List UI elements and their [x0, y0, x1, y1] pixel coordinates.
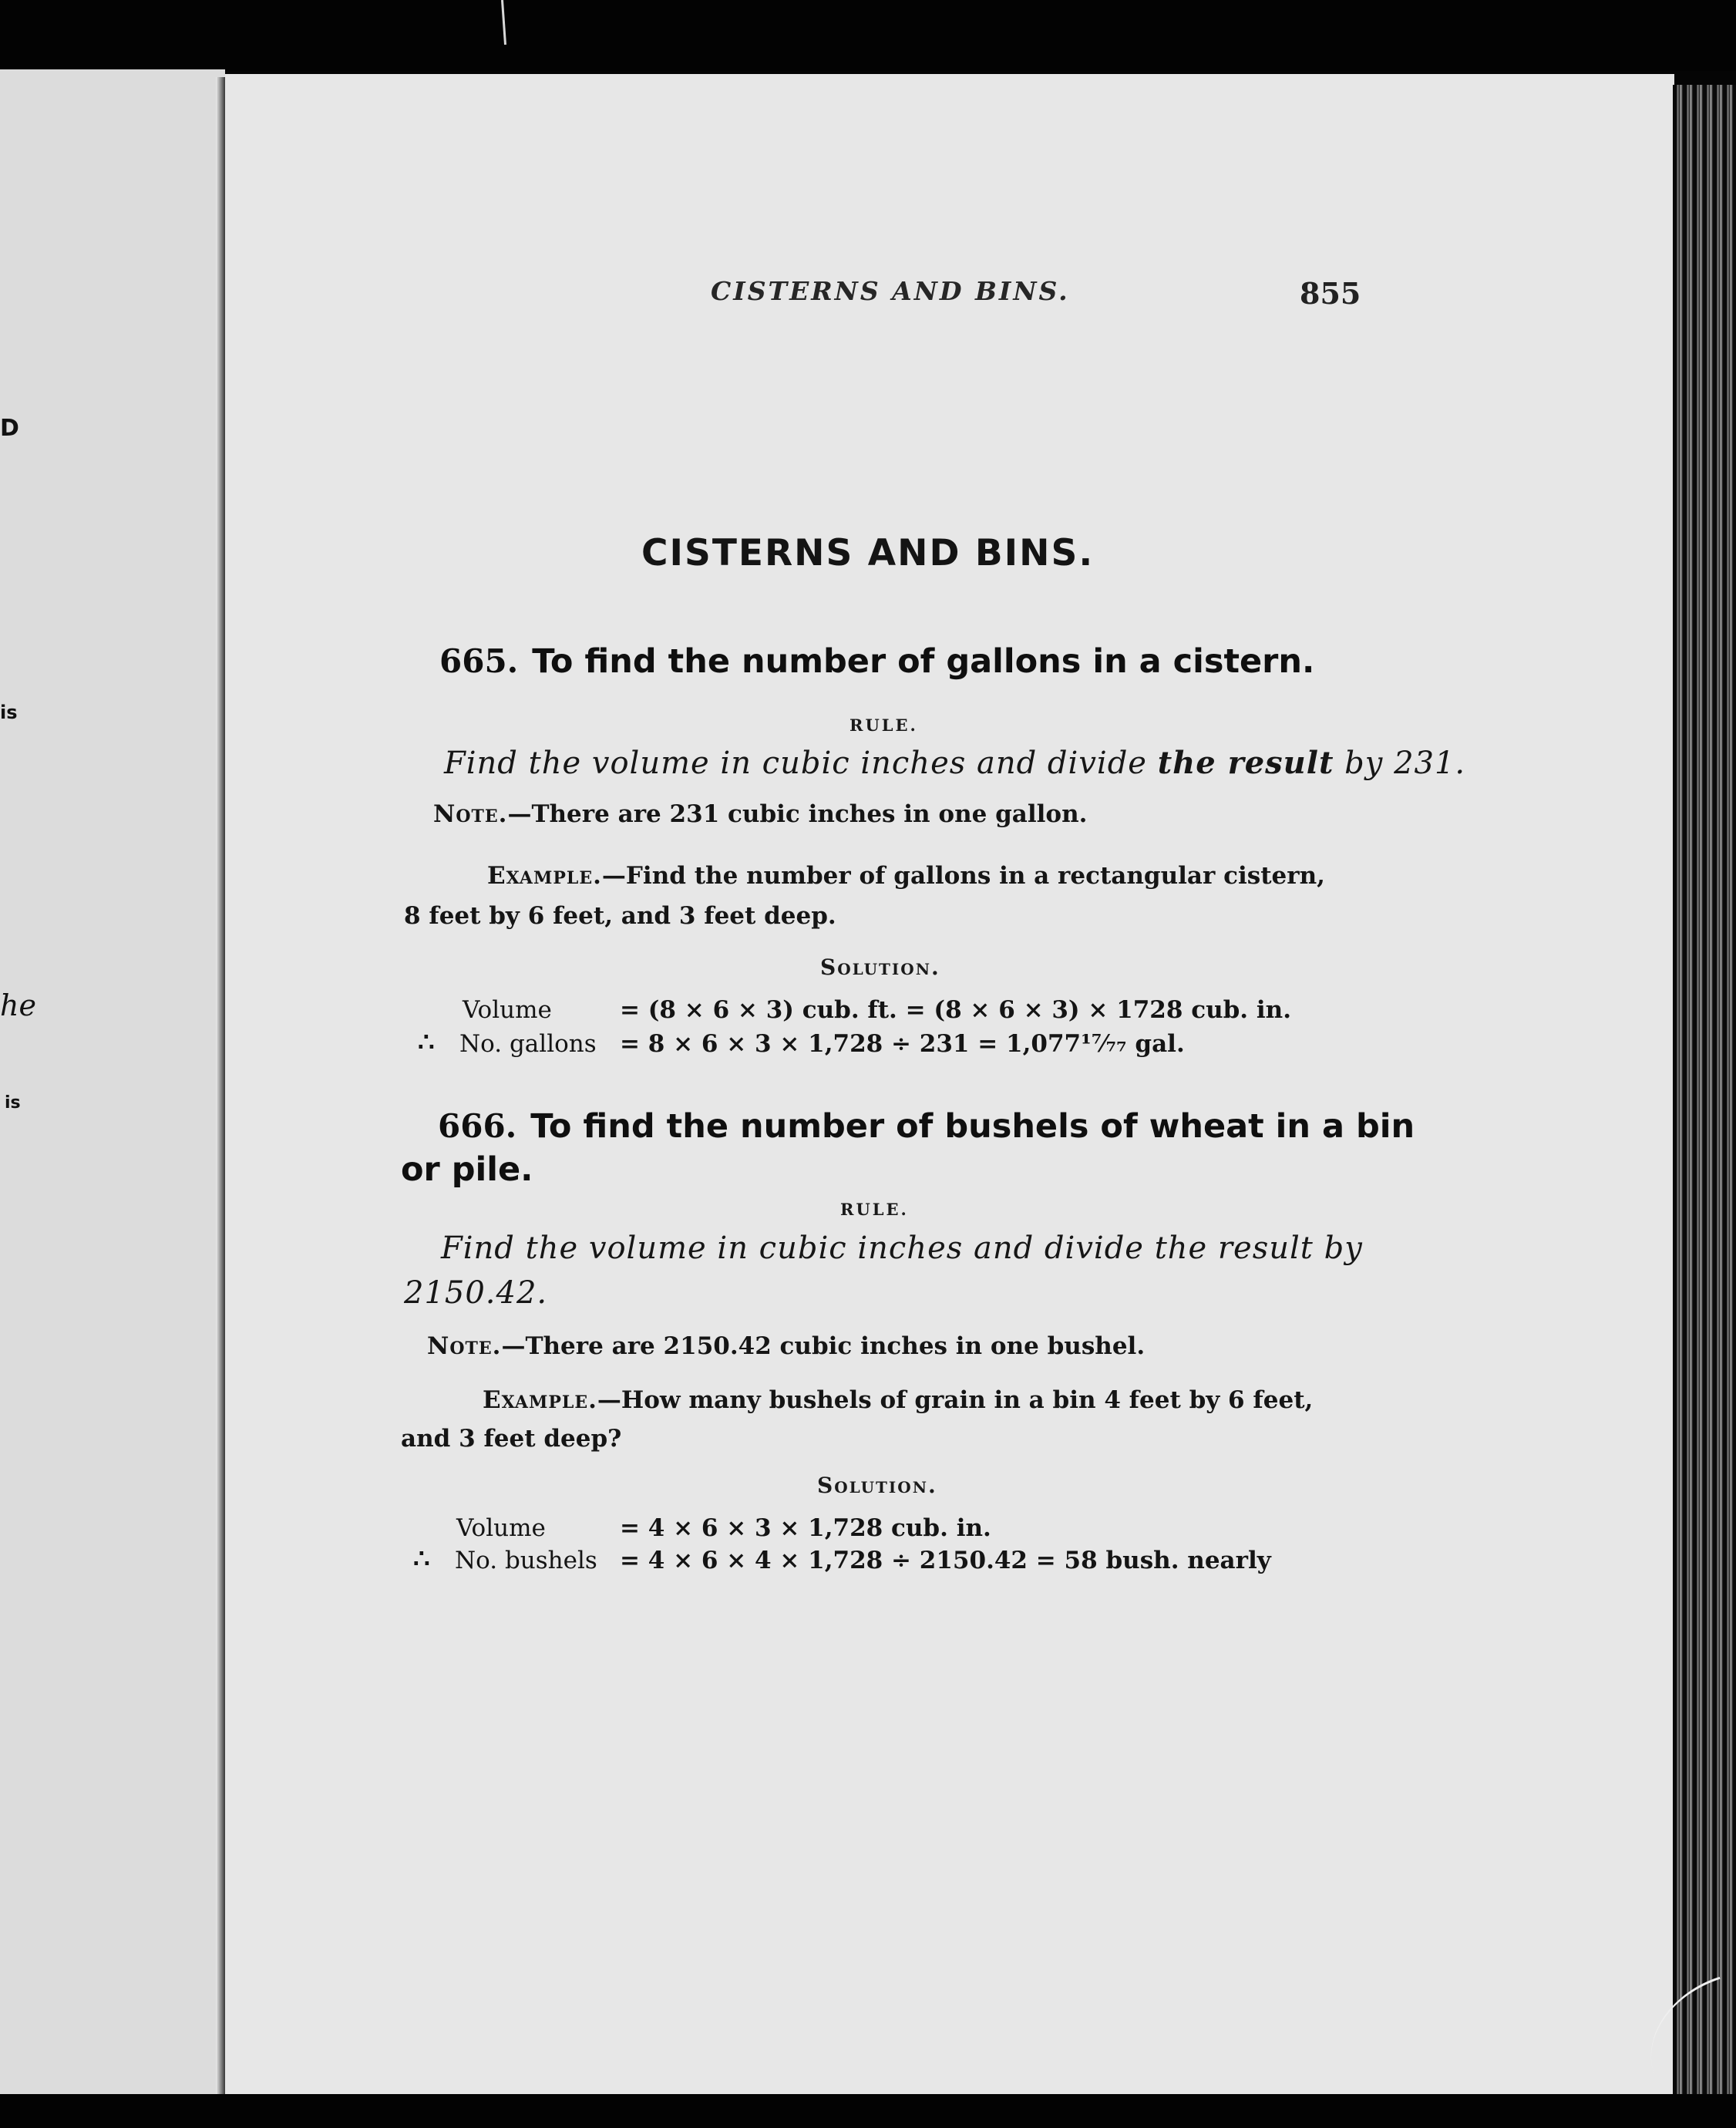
section-666-heading — [438, 1107, 1415, 1146]
facing-page — [0, 69, 225, 2105]
rule-text-continued: 2150.42. — [404, 1275, 548, 1311]
example-continued: and 3 feet deep? — [401, 1425, 622, 1453]
solution-line — [459, 1030, 1185, 1058]
rule-text-part: by 231. — [1334, 746, 1466, 781]
section-665-heading — [439, 642, 1314, 681]
math-label: No. gallons — [459, 1030, 597, 1058]
solution-label: Solution. — [820, 955, 940, 980]
math-expression: = 4 × 6 × 4 × 1,728 ÷ 2150.42 = 58 bush. nearly — [620, 1547, 1271, 1574]
section-number: 665. — [439, 642, 519, 680]
rule-text-part: Find the volume in cubic inches and divide — [444, 746, 1158, 781]
section-heading-text: To find the number of bushels of wheat in a bin — [530, 1107, 1415, 1146]
chapter-title: CISTERNS AND BINS. — [641, 532, 1095, 574]
math-expression: = 4 × 6 × 3 × 1,728 cub. in. — [620, 1514, 991, 1542]
example-continued: 8 feet by 6 feet, and 3 feet deep. — [404, 902, 836, 930]
math-expression: = 8 × 6 × 3 × 1,728 ÷ 231 = 1,077¹⁷⁄₇₇ gal. — [620, 1030, 1185, 1058]
example-label: Example. — [483, 1386, 597, 1414]
rule-label: RULE. — [840, 1200, 909, 1219]
example-label: Example. — [487, 862, 602, 890]
example-text: —How many bushels of grain in a bin 4 feet by 6 feet, — [597, 1386, 1314, 1414]
note-label: Note. — [433, 800, 508, 828]
scan-bottom-border — [0, 2094, 1736, 2128]
therefore-symbol: ∴ — [418, 1027, 435, 1058]
example — [483, 1386, 1313, 1414]
therefore-symbol: ∴ — [413, 1544, 430, 1574]
example — [487, 862, 1325, 890]
note — [433, 800, 1087, 828]
solution-line — [463, 996, 1291, 1024]
rule-text — [444, 745, 1465, 781]
section-number: 666. — [438, 1107, 517, 1145]
facing-page-fragment: D — [0, 415, 19, 442]
solution-line — [455, 1547, 1271, 1574]
math-label: Volume — [463, 996, 552, 1024]
section-heading-text: To find the number of gallons in a cistern. — [532, 642, 1315, 681]
example-text: —Find the number of gallons in a rectangular cistern, — [601, 862, 1325, 890]
math-label: Volume — [456, 1514, 546, 1542]
math-label: No. bushels — [455, 1547, 597, 1574]
rule-text: Find the volume in cubic inches and divide the result by — [441, 1231, 1363, 1266]
facing-page-fragment: he — [0, 988, 36, 1022]
solution-label: Solution. — [817, 1473, 937, 1498]
note — [427, 1332, 1145, 1360]
rule-text-emphasis: the result — [1157, 745, 1334, 781]
note-text: —There are 2150.42 cubic inches in one bushel. — [501, 1332, 1146, 1360]
page-number: 855 — [1300, 276, 1361, 311]
rule-label: RULE. — [849, 716, 918, 735]
facing-page-fragment: is — [5, 1093, 21, 1113]
scan-top-border — [0, 0, 1736, 71]
running-head: CISTERNS AND BINS. — [711, 276, 1070, 306]
book-page-edges — [1673, 85, 1736, 2097]
math-expression: = (8 × 6 × 3) cub. ft. = (8 × 6 × 3) × 1728 cub. in. — [620, 996, 1291, 1024]
note-label: Note. — [427, 1332, 502, 1360]
section-heading-continued: or pile. — [401, 1150, 533, 1189]
note-text: —There are 231 cubic inches in one gallon. — [507, 800, 1088, 828]
facing-page-fragment: is — [0, 702, 18, 723]
solution-line — [456, 1514, 991, 1542]
book-page — [225, 74, 1674, 2102]
